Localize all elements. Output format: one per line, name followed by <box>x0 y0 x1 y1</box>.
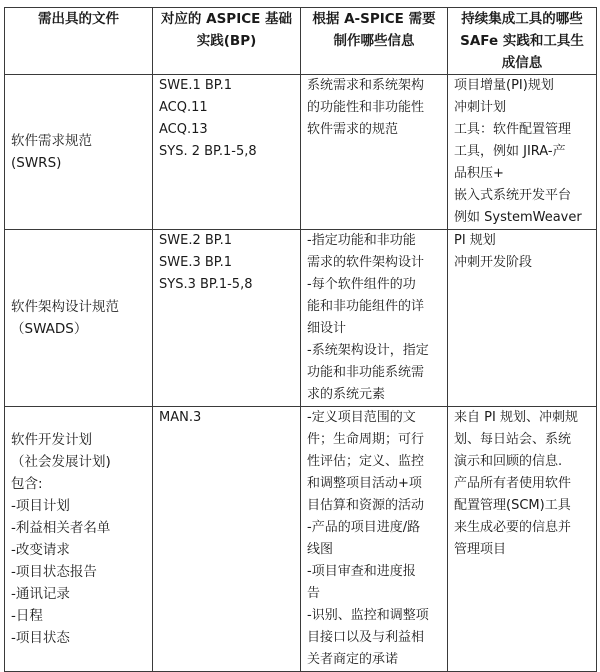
safe-line: 工具，例如 JIRA-产 <box>454 144 566 159</box>
document-abbr: （社会发展计划) <box>11 454 111 470</box>
aspice-line: 目估算和资源的活动 <box>307 498 425 513</box>
aspice-line: -项目审查和进度报 <box>307 564 416 579</box>
cell-document <box>5 230 153 407</box>
aspice-line: 关者商定的承诺 <box>307 652 399 667</box>
header-base-practice <box>153 8 301 75</box>
header-bp-line-2: 实践(BP) <box>196 33 257 49</box>
document-list-item: -改变请求 <box>11 542 70 558</box>
aspice-line: 能和非功能组件的详 <box>307 299 425 314</box>
header-aspice-line-1: 根据 A-SPICE 需要 <box>312 11 436 27</box>
bp-item: MAN.3 <box>159 410 202 425</box>
aspice-line: 软件需求的规范 <box>307 122 399 137</box>
header-document-line: 需出具的文件 <box>38 11 119 27</box>
document-list-item: -利益相关者名单 <box>11 520 111 536</box>
document-list-item: -项目计划 <box>11 498 70 514</box>
table-row <box>5 230 597 407</box>
document-abbr: (SWRS) <box>11 155 62 171</box>
aspice-line: -系统架构设计，指定 <box>307 343 429 358</box>
header-aspice-line-2: 制作哪些信息 <box>333 33 415 49</box>
safe-line: PI 规划 <box>454 233 496 248</box>
safe-line: 嵌入式系统开发平台 <box>454 188 572 203</box>
aspice-line: 细设计 <box>307 321 347 336</box>
bp-item: ACQ.13 <box>159 122 208 137</box>
aspice-safe-mapping-table <box>4 7 597 672</box>
safe-line: 来生成必要的信息并 <box>454 520 572 535</box>
cell-document <box>5 75 153 230</box>
cell-safe-info <box>448 230 597 407</box>
safe-line: 冲刺开发阶段 <box>454 255 533 270</box>
aspice-line: -识别、监控和调整项 <box>307 608 429 623</box>
aspice-line: -定义项目范围的文 <box>307 410 416 425</box>
cell-safe-info <box>448 407 597 672</box>
bp-item: SWE.3 BP.1 <box>159 255 232 270</box>
cell-base-practices <box>153 407 301 672</box>
header-safe-info <box>448 8 597 75</box>
aspice-line: -产品的项目进度/路 <box>307 520 421 535</box>
header-aspice-info <box>301 8 448 75</box>
bp-item: SYS.3 BP.1-5,8 <box>159 277 253 292</box>
aspice-line: -指定功能和非功能 <box>307 233 416 248</box>
table-row <box>5 75 597 230</box>
aspice-line: 的功能性和非功能性 <box>307 100 425 115</box>
cell-safe-info <box>448 75 597 230</box>
aspice-line: 件；生命周期；可行 <box>307 432 425 447</box>
header-safe-line-2: SAFe 实践和工具生 <box>460 33 584 49</box>
cell-aspice-info <box>301 75 448 230</box>
document-contains-label: 包含: <box>11 476 43 492</box>
aspice-line: 告 <box>307 586 321 601</box>
bp-item: SYS. 2 BP.1-5,8 <box>159 144 257 159</box>
aspice-line: 线图 <box>307 542 334 557</box>
table-row <box>5 407 597 672</box>
aspice-line: -每个软件组件的功 <box>307 277 416 292</box>
safe-line: 配置管理(SCM)工具 <box>454 498 571 513</box>
document-abbr: （SWADS） <box>11 321 88 337</box>
safe-line: 品积压+ <box>454 166 504 181</box>
aspice-line: 需求的软件架构设计 <box>307 255 425 270</box>
header-safe-line-3: 成信息 <box>501 55 543 71</box>
safe-line: 演示和回顾的信息. <box>454 454 563 469</box>
safe-line: 划、每日站会、系统 <box>454 432 572 447</box>
aspice-line: 目接口以及与利益相 <box>307 630 425 645</box>
bp-item: ACQ.11 <box>159 100 208 115</box>
safe-line: 产品所有者使用软件 <box>454 476 572 491</box>
document-name: 软件开发计划 <box>11 432 92 448</box>
cell-document <box>5 407 153 672</box>
safe-line: 项目增量(PI)规划 <box>454 78 554 93</box>
document-name: 软件需求规范 <box>11 133 92 149</box>
header-document <box>5 8 153 75</box>
bp-item: SWE.2 BP.1 <box>159 233 232 248</box>
header-safe-line-1: 持续集成工具的哪些 <box>461 11 583 27</box>
aspice-line: 功能和非功能系统需 <box>307 365 425 380</box>
cell-aspice-info <box>301 230 448 407</box>
cell-aspice-info <box>301 407 448 672</box>
bp-item: SWE.1 BP.1 <box>159 78 232 93</box>
aspice-line: 系统需求和系统架构 <box>307 78 425 93</box>
safe-line: 冲刺计划 <box>454 100 507 115</box>
safe-line: 来自 PI 规划、冲刺规 <box>454 410 578 425</box>
document-name: 软件架构设计规范 <box>11 299 119 315</box>
table-header <box>5 8 597 75</box>
header-bp-line-1: 对应的 ASPICE 基础 <box>160 11 293 27</box>
safe-line: 例如 SystemWeaver <box>454 210 582 225</box>
aspice-line: 和调整项目活动+项 <box>307 476 422 491</box>
aspice-line: 求的系统元素 <box>307 387 386 402</box>
safe-line: 管理项目 <box>454 542 507 557</box>
document-list-item: -项目状态 <box>11 630 70 646</box>
document-list-item: -项目状态报告 <box>11 564 97 580</box>
safe-line: 工具：软件配置管理 <box>454 122 572 137</box>
aspice-line: 性评估；定义、监控 <box>307 454 425 469</box>
header-row <box>5 8 597 75</box>
document-list-item: -通讯记录 <box>11 586 70 602</box>
document-list-item: -日程 <box>11 608 43 624</box>
cell-base-practices <box>153 230 301 407</box>
cell-base-practices <box>153 75 301 230</box>
